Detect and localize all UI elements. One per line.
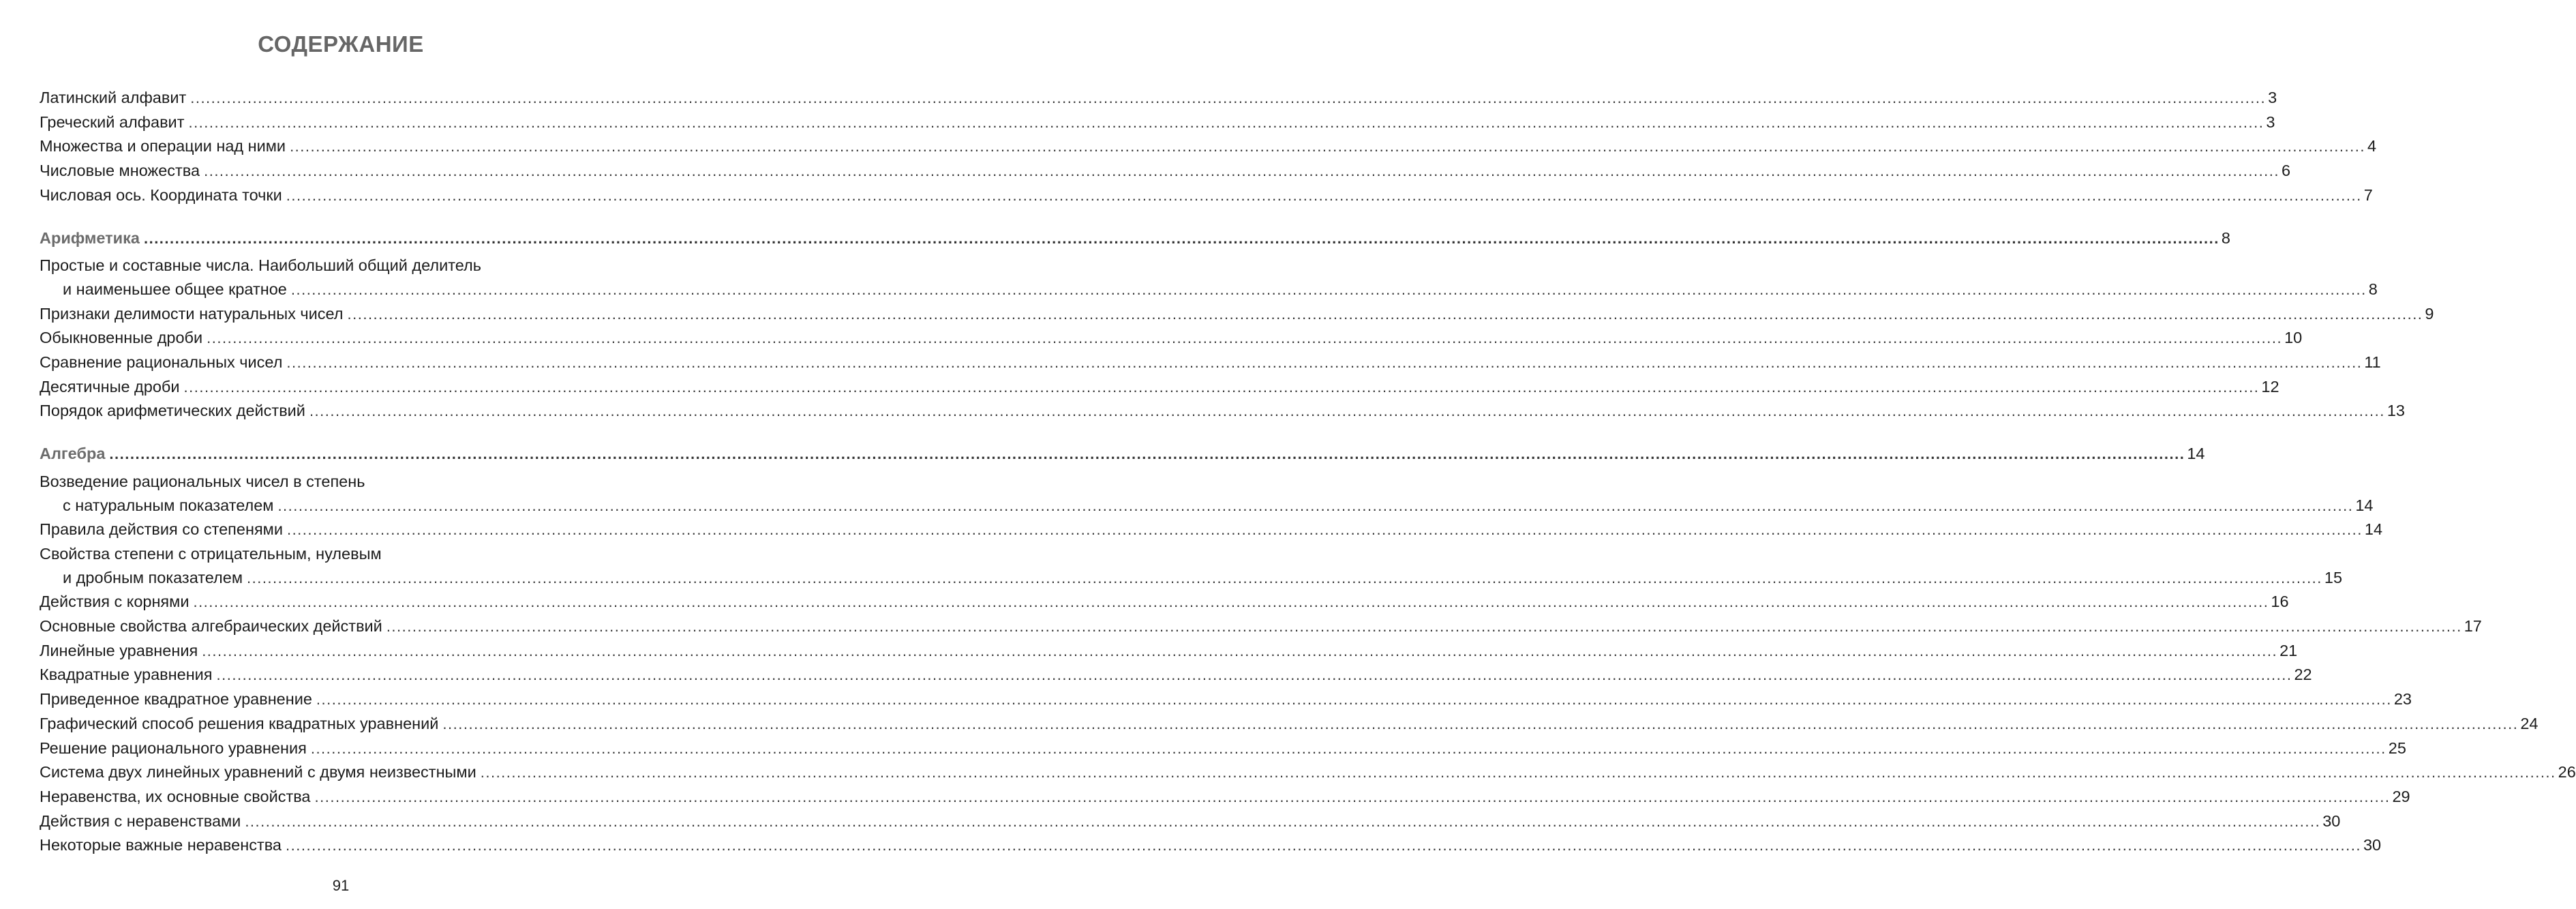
toc-entry-title: Числовые множества	[40, 162, 200, 180]
toc-page-number: 9	[2425, 304, 2434, 323]
toc-entry[interactable]	[40, 399, 2405, 423]
toc-page-number: 3	[2266, 113, 2275, 131]
toc-line	[40, 590, 2289, 614]
toc-line	[40, 736, 2406, 761]
toc-entry[interactable]	[40, 254, 2378, 301]
dot-leader: ................................................................................................................................................................................................................................................................................................................................................................................................................	[286, 837, 2361, 854]
toc-page-number: 13	[2386, 402, 2405, 420]
toc-entry-title: Порядок арифметических действий	[40, 402, 305, 420]
toc-entry[interactable]	[40, 663, 2312, 687]
toc-entry-title: Решение рационального уравнения	[40, 739, 307, 757]
dot-leader: ................................................................................................................................................................................................................................................................................................................................................................................................................	[190, 89, 2267, 106]
toc-page-number: 30	[2322, 811, 2341, 830]
page-number: 91	[332, 877, 350, 894]
toc-line	[40, 494, 2374, 518]
toc-entry[interactable]	[40, 134, 2377, 159]
toc-entry-title: Признаки делимости натуральных чисел	[40, 304, 344, 323]
toc-entry[interactable]	[40, 736, 2406, 761]
toc-entry-title: и наименьшее общее кратное	[63, 280, 287, 298]
toc-page-number: 3	[2268, 89, 2277, 106]
dot-leader: ................................................................................................................................................................................................................................................................................................................................................................................................................	[246, 569, 2322, 586]
dot-leader: ................................................................................................................................................................................................................................................................................................................................................................................................................	[314, 788, 2391, 805]
toc-group-intro	[40, 86, 2377, 208]
toc-line	[40, 86, 2277, 110]
toc-entry-title: Некоторые важные неравенства	[40, 836, 282, 854]
dot-leader: ................................................................................................................................................................................................................................................................................................................................................................................................................	[386, 618, 2462, 636]
toc-page-number: 26	[2558, 763, 2576, 781]
dot-leader: ................................................................................................................................................................................................................................................................................................................................................................................................................	[143, 229, 2219, 247]
toc-line	[40, 159, 2291, 183]
toc-entry[interactable]	[40, 833, 2382, 858]
toc-line	[40, 134, 2377, 159]
dot-leader: ................................................................................................................................................................................................................................................................................................................................................................................................................	[290, 138, 2365, 155]
toc-line	[40, 183, 2373, 208]
dot-leader: ................................................................................................................................................................................................................................................................................................................................................................................................................	[216, 666, 2292, 684]
toc-entry[interactable]	[40, 712, 2539, 736]
toc-entry[interactable]	[40, 86, 2277, 110]
dot-leader: ................................................................................................................................................................................................................................................................................................................................................................................................................	[207, 329, 2283, 347]
toc-page-number: 14	[2364, 520, 2383, 539]
toc-line	[40, 566, 2343, 591]
dot-leader: ................................................................................................................................................................................................................................................................................................................................................................................................................	[188, 113, 2264, 131]
toc-page-number: 10	[2284, 329, 2303, 347]
toc-entry-title: Латинский алфавит	[40, 89, 187, 106]
toc-entry[interactable]	[40, 375, 2279, 400]
toc-entry[interactable]	[40, 518, 2383, 542]
toc-line	[40, 712, 2539, 736]
toc-page-number: 24	[2520, 714, 2539, 732]
toc-line	[40, 809, 2341, 834]
toc-line	[40, 833, 2382, 858]
toc-page-number: 25	[2388, 739, 2406, 757]
toc-group-arithmetic	[40, 226, 2434, 424]
toc-line	[40, 614, 2482, 639]
toc-entry[interactable]	[40, 809, 2341, 834]
toc-line	[40, 278, 2378, 302]
toc-entry[interactable]	[40, 614, 2482, 639]
toc-entry-title: Действия с неравенствами	[40, 811, 241, 830]
toc-entry-title: Правила действия со степенями	[40, 520, 283, 539]
toc-entry-title: Числовая ось. Координата точки	[40, 185, 282, 204]
toc-line	[40, 110, 2275, 135]
table-of-contents	[40, 86, 2576, 876]
toc-page-number: 12	[2261, 377, 2279, 396]
toc-line	[40, 399, 2405, 423]
dot-leader: ................................................................................................................................................................................................................................................................................................................................................................................................................	[245, 812, 2321, 830]
toc-entry-title: с натуральным показателем	[63, 496, 274, 514]
toc-entry[interactable]	[40, 110, 2275, 135]
dot-leader: ................................................................................................................................................................................................................................................................................................................................................................................................................	[310, 739, 2386, 757]
toc-entry-title: Действия с корнями	[40, 593, 190, 611]
dot-leader: ................................................................................................................................................................................................................................................................................................................................................................................................................	[286, 186, 2362, 204]
toc-page-number: 30	[2363, 836, 2382, 854]
toc-line	[40, 351, 2381, 375]
toc-page-number: 14	[2187, 445, 2205, 463]
toc-page-number: 29	[2392, 787, 2410, 805]
toc-entry-title: Сравнение рациональных чисел	[40, 353, 283, 372]
toc-entry-title: Неравенства, их основные свойства	[40, 787, 311, 805]
toc-entry[interactable]	[40, 760, 2576, 785]
dot-leader: ................................................................................................................................................................................................................................................................................................................................................................................................................	[109, 445, 2185, 463]
page-title: СОДЕРЖАНИЕ	[258, 31, 424, 57]
toc-entry-title: Основные свойства алгебраических действий	[40, 617, 382, 636]
toc-entry-title: Алгебра	[40, 445, 106, 463]
toc-page-number: 7	[2363, 185, 2373, 204]
toc-entry[interactable]	[40, 687, 2412, 712]
dot-leader: ................................................................................................................................................................................................................................................................................................................................................................................................................	[316, 691, 2392, 709]
toc-entry[interactable]	[40, 351, 2381, 375]
dot-leader: ................................................................................................................................................................................................................................................................................................................................................................................................................	[442, 715, 2519, 732]
toc-line	[40, 518, 2383, 542]
toc-page-number: 17	[2464, 617, 2482, 636]
toc-line	[40, 326, 2303, 351]
toc-page-number: 15	[2324, 568, 2343, 586]
dot-leader: ................................................................................................................................................................................................................................................................................................................................................................................................................	[309, 402, 2385, 420]
toc-line	[40, 785, 2410, 809]
toc-line	[40, 639, 2298, 664]
toc-line	[40, 663, 2312, 687]
toc-page-number: 16	[2271, 593, 2289, 611]
dot-leader: ................................................................................................................................................................................................................................................................................................................................................................................................................	[347, 305, 2423, 323]
dot-leader: ................................................................................................................................................................................................................................................................................................................................................................................................................	[480, 764, 2556, 781]
toc-line	[40, 760, 2576, 785]
section-heading-algebra[interactable]	[40, 442, 2205, 466]
toc-page-number: 4	[2367, 137, 2377, 155]
toc-entry-title-first-line: Простые и составные числа. Наибольший общий делитель	[40, 256, 482, 275]
toc-entry-title: Десятичные дроби	[40, 377, 180, 396]
toc-page-number: 21	[2279, 641, 2298, 659]
toc-entry[interactable]	[40, 302, 2434, 327]
toc-page-number: 22	[2294, 666, 2312, 684]
toc-entry[interactable]	[40, 159, 2291, 183]
section-heading-arithmetic[interactable]	[40, 226, 2230, 251]
toc-entry-title: Квадратные уравнения	[40, 666, 213, 684]
toc-entry-title-first-line: Возведение рациональных чисел в степень	[40, 472, 365, 490]
toc-entry[interactable]	[40, 183, 2373, 208]
toc-page-number: 8	[2368, 280, 2378, 298]
toc-entry-title: Множества и операции над ними	[40, 137, 286, 155]
toc-line	[40, 226, 2230, 251]
toc-line	[40, 302, 2434, 327]
toc-entry-title: Приведенное квадратное уравнение	[40, 690, 312, 709]
toc-entry-title: Арифметика	[40, 228, 140, 247]
toc-entry-title: Греческий алфавит	[40, 113, 185, 131]
dot-leader: ................................................................................................................................................................................................................................................................................................................................................................................................................	[277, 496, 2354, 514]
dot-leader: ................................................................................................................................................................................................................................................................................................................................................................................................................	[204, 162, 2280, 180]
dot-leader: ................................................................................................................................................................................................................................................................................................................................................................................................................	[193, 593, 2269, 611]
toc-entry[interactable]	[40, 326, 2303, 351]
toc-entry[interactable]	[40, 542, 2343, 590]
toc-entry-title: Обыкновенные дроби	[40, 329, 203, 347]
toc-entry[interactable]	[40, 470, 2374, 518]
dot-leader: ................................................................................................................................................................................................................................................................................................................................................................................................................	[183, 378, 2260, 396]
toc-page-number: 23	[2393, 690, 2412, 709]
toc-entry[interactable]	[40, 590, 2289, 614]
toc-line	[40, 442, 2205, 466]
dot-leader: ................................................................................................................................................................................................................................................................................................................................................................................................................	[286, 521, 2363, 539]
dot-leader: ................................................................................................................................................................................................................................................................................................................................................................................................................	[202, 642, 2278, 659]
toc-page-number: 14	[2355, 496, 2374, 514]
toc-page-number: 6	[2282, 162, 2291, 180]
toc-entry[interactable]	[40, 639, 2298, 664]
dot-leader: ................................................................................................................................................................................................................................................................................................................................................................................................................	[286, 354, 2363, 372]
toc-entry[interactable]	[40, 785, 2410, 809]
toc-group-algebra	[40, 442, 2576, 858]
toc-line	[40, 687, 2412, 712]
toc-page-number: 11	[2364, 353, 2381, 372]
toc-entry-title: Система двух линейных уравнений с двумя неизвестными	[40, 763, 476, 781]
toc-line	[40, 375, 2279, 400]
toc-entry-title: Графический способ решения квадратных уравнений	[40, 714, 439, 732]
toc-page-number: 8	[2221, 228, 2230, 247]
toc-entry-title: и дробным показателем	[63, 568, 243, 586]
toc-entry-title: Линейные уравнения	[40, 641, 198, 659]
dot-leader: ................................................................................................................................................................................................................................................................................................................................................................................................................	[290, 280, 2367, 298]
toc-entry-title-first-line: Свойства степени с отрицательным, нулевым	[40, 544, 382, 563]
